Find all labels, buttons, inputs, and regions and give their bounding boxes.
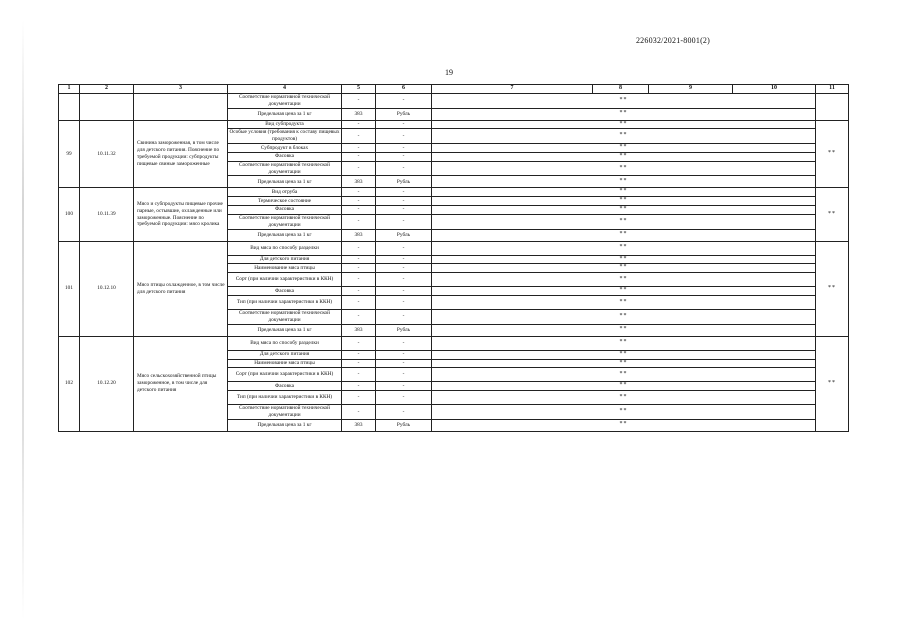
attribute-name: Особые условия (требования к составу пищевых продуктов) — [229, 129, 340, 143]
unit-name: - — [376, 144, 432, 153]
attribute-name: Предельная цена за 1 кг — [228, 324, 342, 336]
okei-code: - — [342, 350, 376, 359]
page-number: 19 — [445, 68, 453, 77]
unit-name: - — [376, 309, 432, 324]
okei-code: - — [342, 152, 376, 161]
attribute-name: Субпродукт в блоках — [228, 144, 342, 153]
unit-name: - — [376, 264, 432, 273]
attribute-name: Фасовка — [228, 206, 342, 215]
attribute-name: Фасовка — [228, 287, 342, 296]
okei-code: - — [342, 309, 376, 324]
attribute-name: Сорт (при наличии характеристики в ККН) — [228, 368, 342, 382]
attribute-name: Вид мяса по способу разделки — [228, 336, 342, 350]
attribute-value: ** — [432, 229, 816, 241]
attribute-value: ** — [432, 152, 816, 161]
row-number: 100 — [59, 188, 80, 241]
attribute-name: Термическое состояние — [228, 197, 342, 206]
unit-name: - — [376, 368, 432, 382]
okei-code: - — [342, 391, 376, 405]
extra-value: ** — [816, 188, 849, 241]
okei-code: - — [342, 405, 376, 420]
attribute-name: Вид мяса по способу разделки — [228, 241, 342, 255]
attribute-name: Соответствие нормативной технической документации — [228, 214, 342, 229]
okei-code: - — [342, 255, 376, 264]
product-name: Мясо и субпродукты пищевые прочие парные, остывшие, охлажденные или замороженные. Пояснение по требуемой продукции: мясо кролика — [134, 188, 228, 241]
attribute-name: Для детского питания — [228, 255, 342, 264]
attribute-value: ** — [432, 144, 816, 153]
attribute-value: ** — [432, 108, 816, 120]
empty-cell — [816, 93, 849, 120]
attribute-value: ** — [432, 391, 816, 405]
procurement-table — [58, 84, 849, 432]
unit-name: - — [376, 359, 432, 368]
attribute-value: ** — [432, 120, 816, 129]
column-header: 11 — [816, 85, 849, 94]
unit-name: - — [376, 161, 432, 176]
attribute-name: Предельная цена за 1 кг — [228, 229, 342, 241]
attribute-name: Наименование мяса птицы — [228, 359, 342, 368]
extra-value: ** — [816, 241, 849, 336]
unit-name: - — [376, 188, 432, 197]
empty-cell — [134, 93, 228, 120]
unit-name: - — [376, 152, 432, 161]
unit-name: - — [376, 197, 432, 206]
okei-code: - — [342, 287, 376, 296]
unit-name: - — [376, 206, 432, 215]
okei-code: - — [342, 214, 376, 229]
unit-name: - — [376, 93, 432, 108]
unit-name: - — [376, 391, 432, 405]
unit-name: - — [376, 255, 432, 264]
attribute-name: Соответствие нормативной технической документации — [228, 405, 342, 420]
empty-cell — [59, 93, 80, 120]
okei-code: - — [342, 368, 376, 382]
attribute-name: Вид субпродукта — [228, 120, 342, 129]
attribute-value: ** — [432, 350, 816, 359]
okei-code: - — [342, 93, 376, 108]
attribute-value: ** — [432, 368, 816, 382]
okei-code: - — [342, 197, 376, 206]
attribute-name: Наименование мяса птицы — [228, 264, 342, 273]
attribute-value: ** — [432, 273, 816, 287]
attribute-value: ** — [432, 206, 816, 215]
attribute-value: ** — [432, 382, 816, 391]
row-number: 99 — [59, 120, 80, 188]
unit-name: - — [376, 241, 432, 255]
attribute-value: ** — [432, 309, 816, 324]
okei-code: 383 — [342, 419, 376, 431]
unit-name: - — [376, 273, 432, 287]
unit-name: Рубль — [376, 176, 432, 188]
header-row — [59, 85, 849, 94]
okpd-code: 10.12.10 — [80, 241, 134, 336]
column-header: 10 — [733, 85, 816, 94]
attribute-name: Соответствие нормативной технической документации — [228, 161, 342, 176]
attribute-name: Вид отруба — [228, 188, 342, 197]
okei-code: - — [342, 273, 376, 287]
okei-code: - — [342, 336, 376, 350]
attribute-name: Фасовка — [228, 152, 342, 161]
column-header: 9 — [649, 85, 733, 94]
okei-code: - — [342, 129, 376, 144]
attribute-value: ** — [432, 359, 816, 368]
unit-name: - — [376, 336, 432, 350]
attribute-name: Тип (при наличии характеристики в ККН) — [228, 391, 342, 405]
attribute-name: Тип (при наличии характеристики в ККН) — [228, 295, 342, 309]
okei-code: - — [342, 382, 376, 391]
attribute-name: Предельная цена за 1 кг — [228, 176, 342, 188]
product-name: Свинина замороженная, в том числе для детского питания. Пояснение по требуемой продукции: субпродукты пищевые свиные замороженные — [134, 120, 228, 188]
column-header: 2 — [80, 85, 134, 94]
column-header: 1 — [59, 85, 80, 94]
unit-name: Рубль — [376, 324, 432, 336]
attribute-value: ** — [432, 161, 816, 176]
row-number: 102 — [59, 336, 80, 431]
unit-name: - — [376, 214, 432, 229]
okei-code: - — [342, 144, 376, 153]
column-header: 4 — [228, 85, 342, 94]
okei-code: - — [342, 188, 376, 197]
okei-code: - — [342, 120, 376, 129]
attribute-value: ** — [432, 324, 816, 336]
attribute-name: Соответствие нормативной технической документации — [228, 309, 342, 324]
unit-name: - — [376, 382, 432, 391]
okei-code: - — [342, 161, 376, 176]
unit-name: Рубль — [376, 108, 432, 120]
attribute-value: ** — [432, 255, 816, 264]
column-header: 3 — [134, 85, 228, 94]
attribute-value: ** — [432, 405, 816, 420]
table-row — [59, 188, 849, 197]
document-number: 226032/2021-8001(2) — [635, 36, 710, 45]
extra-value: ** — [816, 120, 849, 188]
attribute-value: ** — [432, 241, 816, 255]
attribute-name: Соответствие нормативной технической документации — [228, 93, 342, 108]
table-row — [59, 120, 849, 129]
okei-code: - — [342, 241, 376, 255]
attribute-name: Предельная цена за 1 кг — [228, 419, 342, 431]
unit-name: Рубль — [376, 419, 432, 431]
product-name: Мясо сельскохозяйственной птицы замороженное, в том числе для детского питания — [134, 336, 228, 431]
attribute-value: ** — [432, 419, 816, 431]
attribute-value: ** — [432, 176, 816, 188]
attribute-value: ** — [432, 129, 816, 144]
okpd-code: 10.11.39 — [80, 188, 134, 241]
okei-code: 383 — [342, 108, 376, 120]
attribute-value: ** — [432, 336, 816, 350]
okei-code: - — [342, 206, 376, 215]
column-header: 8 — [593, 85, 649, 94]
attribute-value: ** — [432, 188, 816, 197]
attribute-name: Фасовка — [228, 382, 342, 391]
empty-cell — [80, 93, 134, 120]
unit-name: - — [376, 295, 432, 309]
attribute-value: ** — [432, 93, 816, 108]
okei-code: 383 — [342, 229, 376, 241]
row-number: 101 — [59, 241, 80, 336]
attribute-value: ** — [432, 197, 816, 206]
attribute-value: ** — [432, 264, 816, 273]
okei-code: 383 — [342, 176, 376, 188]
table-row — [59, 93, 849, 108]
unit-name: Рубль — [376, 229, 432, 241]
table-row — [59, 336, 849, 350]
unit-name: - — [376, 287, 432, 296]
unit-name: - — [376, 405, 432, 420]
table-row — [59, 241, 849, 255]
okei-code: - — [342, 359, 376, 368]
okpd-code: 10.11.32 — [80, 120, 134, 188]
product-name: Мясо птицы охлажденное, в том числе для детского питания — [134, 241, 228, 336]
attribute-name: Для детского питания — [228, 350, 342, 359]
column-header: 7 — [432, 85, 593, 94]
scan-edge-shadow — [22, 20, 24, 620]
okpd-code: 10.12.20 — [80, 336, 134, 431]
column-header: 5 — [342, 85, 376, 94]
okei-code: 383 — [342, 324, 376, 336]
attribute-name: Сорт (при наличии характеристики в ККН) — [228, 273, 342, 287]
unit-name: - — [376, 350, 432, 359]
attribute-value: ** — [432, 295, 816, 309]
attribute-name: Предельная цена за 1 кг — [228, 108, 342, 120]
attribute-value: ** — [432, 214, 816, 229]
extra-value: ** — [816, 336, 849, 431]
unit-name: - — [376, 120, 432, 129]
okei-code: - — [342, 295, 376, 309]
column-header: 6 — [376, 85, 432, 94]
okei-code: - — [342, 264, 376, 273]
attribute-value: ** — [432, 287, 816, 296]
unit-name: - — [376, 129, 432, 144]
